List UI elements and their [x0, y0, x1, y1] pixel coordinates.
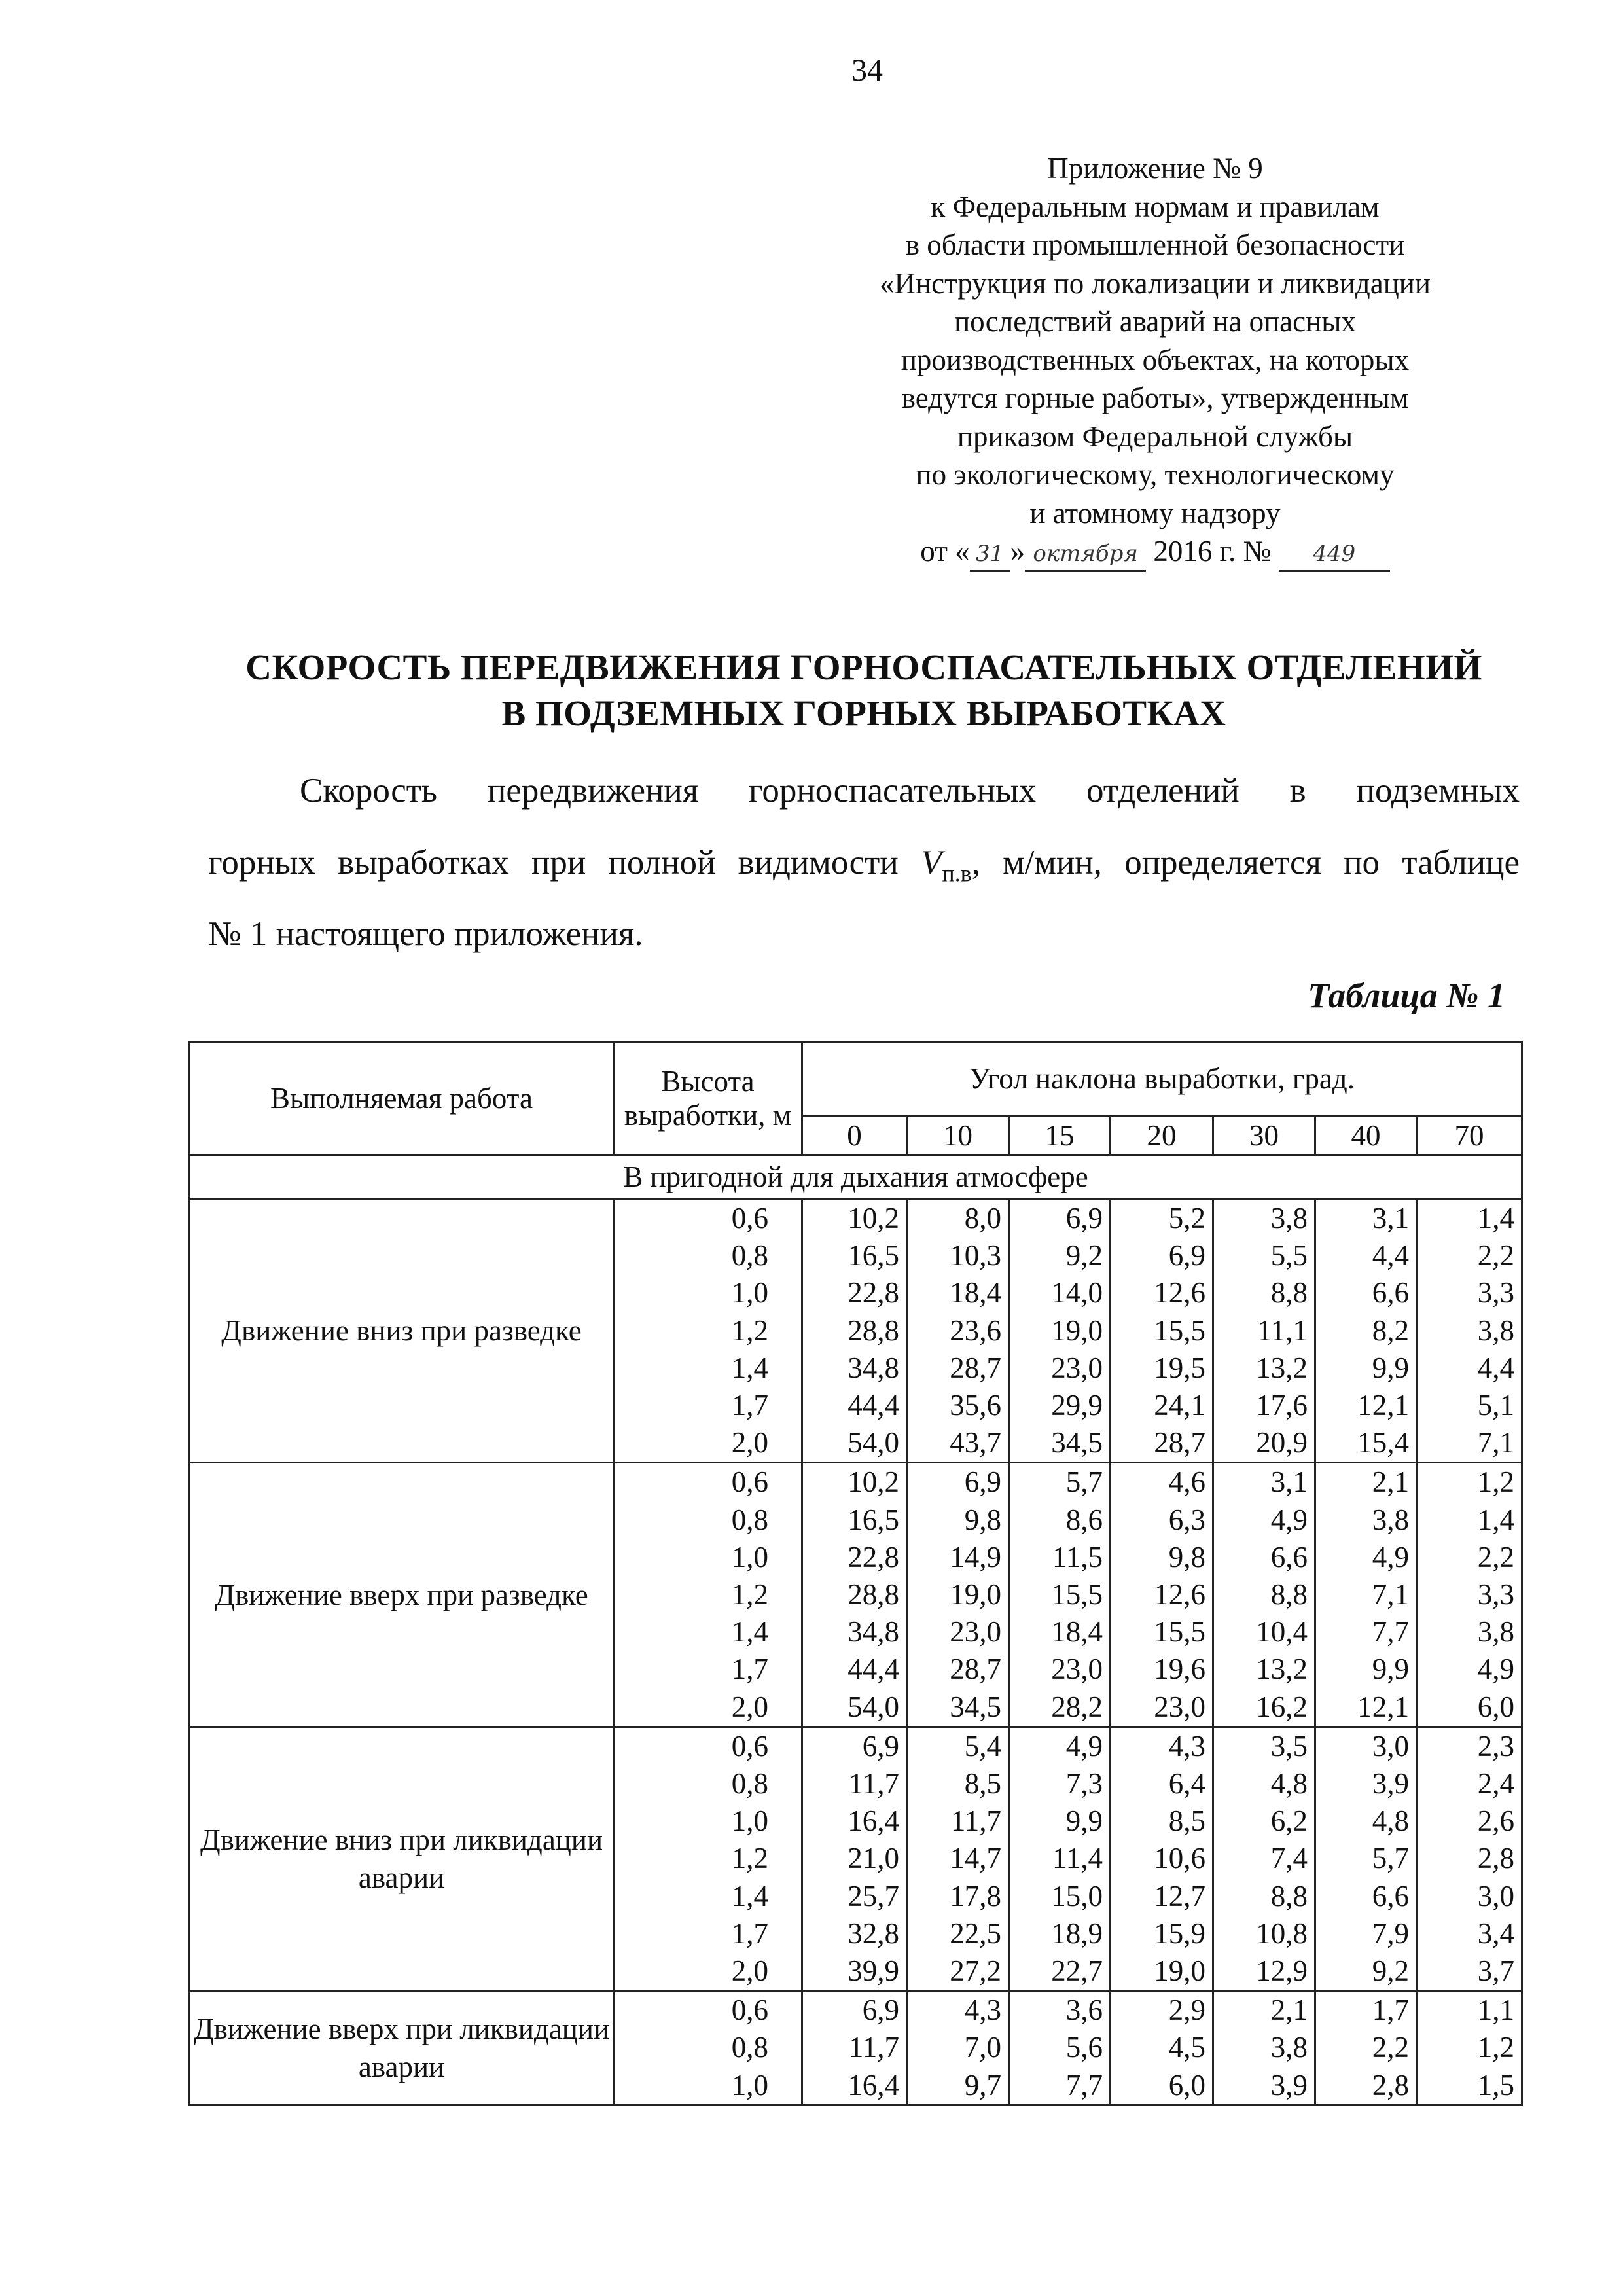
- height-cell: 0,6: [614, 1199, 802, 1238]
- speed-cell: 10,8: [1213, 1915, 1315, 1952]
- header-height: Высота выработки, м: [614, 1042, 802, 1155]
- document-title: [183, 645, 1544, 736]
- speed-cell: 12,9: [1213, 1952, 1315, 1991]
- speed-cell: 23,0: [1009, 1350, 1111, 1387]
- speed-cell: 17,6: [1213, 1387, 1315, 1424]
- speed-cell: 44,4: [802, 1387, 907, 1424]
- speed-cell: 12,1: [1315, 1387, 1417, 1424]
- speed-cell: 4,6: [1111, 1463, 1213, 1501]
- speed-cell: 22,8: [802, 1274, 907, 1312]
- speed-cell: 9,8: [907, 1501, 1009, 1539]
- annex-line: и атомному надзору: [1029, 496, 1281, 529]
- speed-cell: 39,9: [802, 1952, 907, 1991]
- header-angle-value: 40: [1315, 1116, 1417, 1155]
- speed-cell: 8,6: [1009, 1501, 1111, 1539]
- speed-cell: 54,0: [802, 1689, 907, 1727]
- speed-cell: 4,9: [1417, 1651, 1522, 1688]
- speed-cell: 6,6: [1315, 1274, 1417, 1312]
- page-number: 34: [851, 53, 883, 88]
- speed-cell: 3,1: [1213, 1463, 1315, 1501]
- speed-cell: 4,8: [1213, 1765, 1315, 1803]
- speed-cell: 3,4: [1417, 1915, 1522, 1952]
- work-type-cell: Движение вниз при ликвидации аварии: [190, 1727, 614, 1990]
- speed-cell: 11,7: [802, 1765, 907, 1803]
- speed-cell: 9,7: [907, 2067, 1009, 2106]
- speed-cell: 2,1: [1213, 1991, 1315, 2030]
- annex-line: «Инструкция по локализации и ликвидации: [880, 266, 1431, 300]
- speed-cell: 3,1: [1315, 1199, 1417, 1238]
- speed-cell: 23,0: [907, 1613, 1009, 1651]
- speed-cell: 3,6: [1009, 1991, 1111, 2030]
- date-prefix: от «: [920, 535, 970, 567]
- height-cell: 1,2: [614, 1576, 802, 1613]
- height-cell: 2,0: [614, 1689, 802, 1727]
- speed-cell: 5,2: [1111, 1199, 1213, 1238]
- date-mid: »: [1010, 535, 1026, 567]
- speed-cell: 2,9: [1111, 1991, 1213, 2030]
- speed-cell: 34,8: [802, 1350, 907, 1387]
- speed-cell: 1,1: [1417, 1991, 1522, 2030]
- height-cell: 1,0: [614, 2067, 802, 2106]
- speed-cell: 6,3: [1111, 1501, 1213, 1539]
- speed-cell: 18,9: [1009, 1915, 1111, 1952]
- speed-cell: 3,0: [1417, 1878, 1522, 1915]
- speed-cell: 5,4: [907, 1727, 1009, 1765]
- speed-cell: 16,5: [802, 1237, 907, 1274]
- speed-cell: 13,2: [1213, 1651, 1315, 1688]
- speed-cell: 3,8: [1417, 1613, 1522, 1651]
- speed-cell: 13,2: [1213, 1350, 1315, 1387]
- speed-cell: 3,9: [1213, 2067, 1315, 2106]
- speed-cell: 8,0: [907, 1199, 1009, 1238]
- speed-cell: 54,0: [802, 1424, 907, 1463]
- speed-cell: 6,9: [802, 1727, 907, 1765]
- speed-cell: 6,6: [1315, 1878, 1417, 1915]
- height-cell: 0,6: [614, 1463, 802, 1501]
- speed-cell: 9,2: [1009, 1237, 1111, 1274]
- speed-cell: 8,8: [1213, 1576, 1315, 1613]
- header-angle-value: 20: [1111, 1116, 1213, 1155]
- speed-cell: 23,0: [1009, 1651, 1111, 1688]
- speed-cell: 15,5: [1009, 1576, 1111, 1613]
- speed-cell: 8,2: [1315, 1312, 1417, 1350]
- header-work: Выполняемая работа: [190, 1042, 614, 1155]
- work-type-cell: Движение вверх при ликвидации аварии: [190, 1991, 614, 2106]
- speed-cell: 10,4: [1213, 1613, 1315, 1651]
- speed-cell: 2,2: [1315, 2029, 1417, 2066]
- speed-cell: 22,5: [907, 1915, 1009, 1952]
- annex-line: последствий аварий на опасных: [954, 305, 1356, 338]
- height-cell: 1,2: [614, 1840, 802, 1877]
- speed-cell: 8,5: [907, 1765, 1009, 1803]
- speed-cell: 2,4: [1417, 1765, 1522, 1803]
- speed-cell: 1,4: [1417, 1199, 1522, 1238]
- speed-cell: 12,6: [1111, 1576, 1213, 1613]
- height-cell: 1,7: [614, 1651, 802, 1688]
- speed-cell: 5,1: [1417, 1387, 1522, 1424]
- speed-cell: 8,8: [1213, 1878, 1315, 1915]
- speed-cell: 3,8: [1417, 1312, 1522, 1350]
- speed-cell: 3,5: [1213, 1727, 1315, 1765]
- speed-cell: 19,0: [907, 1576, 1009, 1613]
- speed-cell: 4,9: [1315, 1539, 1417, 1576]
- table-row: [190, 1199, 1522, 1238]
- handwritten-day: 31: [970, 537, 1010, 572]
- speed-cell: 16,5: [802, 1501, 907, 1539]
- speed-cell: 44,4: [802, 1651, 907, 1688]
- paragraph-line: № 1 настоящего приложения.: [208, 915, 643, 953]
- annex-line: Приложение № 9: [1047, 152, 1263, 185]
- annex-header: [818, 149, 1492, 572]
- speed-cell: 4,3: [907, 1991, 1009, 2030]
- speed-cell: 5,7: [1009, 1463, 1111, 1501]
- speed-cell: 28,7: [907, 1651, 1009, 1688]
- speed-cell: 1,2: [1417, 1463, 1522, 1501]
- height-cell: 1,7: [614, 1387, 802, 1424]
- height-cell: 1,4: [614, 1878, 802, 1915]
- height-cell: 1,2: [614, 1312, 802, 1350]
- speed-cell: 4,9: [1213, 1501, 1315, 1539]
- speed-cell: 19,0: [1009, 1312, 1111, 1350]
- speed-cell: 6,6: [1213, 1539, 1315, 1576]
- paragraph-text: , м/мин, определяется по таблице: [971, 844, 1520, 882]
- speed-cell: 24,1: [1111, 1387, 1213, 1424]
- speed-cell: 7,4: [1213, 1840, 1315, 1877]
- speed-cell: 18,4: [1009, 1613, 1111, 1651]
- speed-cell: 28,8: [802, 1312, 907, 1350]
- speed-cell: 4,9: [1009, 1727, 1111, 1765]
- height-cell: 1,0: [614, 1539, 802, 1576]
- speed-cell: 19,0: [1111, 1952, 1213, 1991]
- header-angle-value: 70: [1417, 1116, 1522, 1155]
- speed-cell: 28,2: [1009, 1689, 1111, 1727]
- speed-cell: 4,4: [1315, 1237, 1417, 1274]
- speed-cell: 6,9: [802, 1991, 907, 2030]
- header-angle-value: 10: [907, 1116, 1009, 1155]
- speed-cell: 18,4: [907, 1274, 1009, 1312]
- height-cell: 1,4: [614, 1350, 802, 1387]
- height-cell: 1,4: [614, 1613, 802, 1651]
- speed-cell: 1,2: [1417, 2029, 1522, 2066]
- order-date-line: [818, 532, 1492, 572]
- header-angle-value: 15: [1009, 1116, 1111, 1155]
- height-cell: 2,0: [614, 1952, 802, 1991]
- annex-line: ведутся горные работы», утвержденным: [901, 382, 1409, 414]
- speed-cell: 15,5: [1111, 1312, 1213, 1350]
- speed-cell: 6,4: [1111, 1765, 1213, 1803]
- annex-line: по экологическому, технологическому: [916, 458, 1395, 491]
- speed-cell: 7,0: [907, 2029, 1009, 2066]
- speed-cell: 9,9: [1315, 1651, 1417, 1688]
- speed-cell: 28,7: [1111, 1424, 1213, 1463]
- speed-cell: 20,9: [1213, 1424, 1315, 1463]
- speed-cell: 14,9: [907, 1539, 1009, 1576]
- annex-line: в области промышленной безопасности: [905, 228, 1405, 261]
- speed-cell: 9,9: [1315, 1350, 1417, 1387]
- speed-cell: 3,3: [1417, 1274, 1522, 1312]
- speed-cell: 2,8: [1315, 2067, 1417, 2106]
- section-label: В пригодной для дыхания атмосфере: [190, 1155, 1522, 1199]
- paragraph-text: горных выработках при полной видимости: [208, 844, 921, 882]
- speed-cell: 2,1: [1315, 1463, 1417, 1501]
- speed-cell: 7,7: [1315, 1613, 1417, 1651]
- table-row: [190, 1463, 1522, 1501]
- height-cell: 1,7: [614, 1915, 802, 1952]
- speed-cell: 29,9: [1009, 1387, 1111, 1424]
- height-cell: 1,0: [614, 1803, 802, 1840]
- velocity-symbol: V: [920, 844, 942, 882]
- speed-cell: 8,5: [1111, 1803, 1213, 1840]
- speed-cell: 9,8: [1111, 1539, 1213, 1576]
- speed-cell: 11,5: [1009, 1539, 1111, 1576]
- speed-cell: 3,0: [1315, 1727, 1417, 1765]
- speed-cell: 43,7: [907, 1424, 1009, 1463]
- speed-cell: 34,5: [1009, 1424, 1111, 1463]
- speed-cell: 1,7: [1315, 1991, 1417, 2030]
- speed-cell: 6,0: [1417, 1689, 1522, 1727]
- speed-cell: 11,1: [1213, 1312, 1315, 1350]
- speed-cell: 1,4: [1417, 1501, 1522, 1539]
- speed-cell: 35,6: [907, 1387, 1009, 1424]
- date-year: 2016 г. №: [1146, 535, 1279, 567]
- speed-cell: 4,3: [1111, 1727, 1213, 1765]
- speed-cell: 2,2: [1417, 1237, 1522, 1274]
- speed-cell: 1,5: [1417, 2067, 1522, 2106]
- speed-cell: 9,9: [1009, 1803, 1111, 1840]
- speed-cell: 32,8: [802, 1915, 907, 1952]
- speed-cell: 12,7: [1111, 1878, 1213, 1915]
- height-cell: 2,0: [614, 1424, 802, 1463]
- height-cell: 0,8: [614, 1501, 802, 1539]
- speed-table: [188, 1041, 1523, 2106]
- speed-cell: 7,1: [1315, 1576, 1417, 1613]
- speed-cell: 5,5: [1213, 1237, 1315, 1274]
- velocity-subscript: п.в: [942, 860, 972, 887]
- speed-cell: 28,8: [802, 1576, 907, 1613]
- speed-cell: 23,0: [1111, 1689, 1213, 1727]
- table-row: [190, 1727, 1522, 1765]
- speed-cell: 6,0: [1111, 2067, 1213, 2106]
- speed-cell: 2,2: [1417, 1539, 1522, 1576]
- speed-cell: 3,8: [1315, 1501, 1417, 1539]
- speed-cell: 7,1: [1417, 1424, 1522, 1463]
- speed-cell: 10,2: [802, 1463, 907, 1501]
- speed-cell: 15,9: [1111, 1915, 1213, 1952]
- title-line: В ПОДЗЕМНЫХ ГОРНЫХ ВЫРАБОТКАХ: [501, 693, 1226, 733]
- speed-cell: 7,9: [1315, 1915, 1417, 1952]
- speed-cell: 3,7: [1417, 1952, 1522, 1991]
- table-caption: Таблица № 1: [1308, 976, 1505, 1015]
- speed-cell: 7,3: [1009, 1765, 1111, 1803]
- speed-cell: 10,3: [907, 1237, 1009, 1274]
- speed-cell: 10,6: [1111, 1840, 1213, 1877]
- speed-cell: 23,6: [907, 1312, 1009, 1350]
- speed-cell: 14,0: [1009, 1274, 1111, 1312]
- paragraph-line: Скорость передвижения горноспасательных отделений в подземных: [300, 772, 1520, 810]
- handwritten-order-number: 449: [1279, 537, 1390, 572]
- speed-cell: 5,7: [1315, 1840, 1417, 1877]
- speed-cell: 3,9: [1315, 1765, 1417, 1803]
- speed-cell: 34,5: [907, 1689, 1009, 1727]
- height-cell: 0,8: [614, 1765, 802, 1803]
- speed-cell: 12,6: [1111, 1274, 1213, 1312]
- speed-cell: 15,5: [1111, 1613, 1213, 1651]
- speed-cell: 28,7: [907, 1350, 1009, 1387]
- annex-line: приказом Федеральной службы: [957, 420, 1353, 453]
- speed-cell: 4,8: [1315, 1803, 1417, 1840]
- speed-cell: 34,8: [802, 1613, 907, 1651]
- header-angle-value: 0: [802, 1116, 907, 1155]
- speed-cell: 12,1: [1315, 1689, 1417, 1727]
- speed-cell: 7,7: [1009, 2067, 1111, 2106]
- speed-cell: 19,6: [1111, 1651, 1213, 1688]
- speed-cell: 2,3: [1417, 1727, 1522, 1765]
- speed-cell: 15,0: [1009, 1878, 1111, 1915]
- annex-line: к Федеральным нормам и правилам: [931, 190, 1380, 223]
- speed-cell: 10,2: [802, 1199, 907, 1238]
- speed-cell: 21,0: [802, 1840, 907, 1877]
- speed-cell: 2,8: [1417, 1840, 1522, 1877]
- work-type-cell: Движение вниз при разведке: [190, 1199, 614, 1463]
- height-cell: 0,6: [614, 1727, 802, 1765]
- speed-cell: 17,8: [907, 1878, 1009, 1915]
- speed-cell: 19,5: [1111, 1350, 1213, 1387]
- speed-cell: 3,3: [1417, 1576, 1522, 1613]
- title-line: СКОРОСТЬ ПЕРЕДВИЖЕНИЯ ГОРНОСПАСАТЕЛЬНЫХ ОТДЕЛЕНИЙ: [245, 647, 1482, 687]
- speed-cell: 22,8: [802, 1539, 907, 1576]
- speed-cell: 25,7: [802, 1878, 907, 1915]
- paragraph-line: [208, 843, 1520, 893]
- speed-cell: 3,8: [1213, 2029, 1315, 2066]
- speed-cell: 11,7: [907, 1803, 1009, 1840]
- table-row: [190, 1991, 1522, 2030]
- speed-cell: 5,6: [1009, 2029, 1111, 2066]
- header-angle-value: 30: [1213, 1116, 1315, 1155]
- work-type-cell: Движение вверх при разведке: [190, 1463, 614, 1727]
- height-cell: 1,0: [614, 1274, 802, 1312]
- speed-cell: 4,5: [1111, 2029, 1213, 2066]
- speed-cell: 27,2: [907, 1952, 1009, 1991]
- speed-cell: 16,4: [802, 1803, 907, 1840]
- speed-cell: 14,7: [907, 1840, 1009, 1877]
- height-cell: 0,8: [614, 1237, 802, 1274]
- handwritten-month: октября: [1025, 537, 1146, 572]
- speed-cell: 11,7: [802, 2029, 907, 2066]
- height-cell: 0,8: [614, 2029, 802, 2066]
- height-cell: 0,6: [614, 1991, 802, 2030]
- speed-cell: 3,8: [1213, 1199, 1315, 1238]
- speed-cell: 16,4: [802, 2067, 907, 2106]
- speed-cell: 11,4: [1009, 1840, 1111, 1877]
- speed-cell: 8,8: [1213, 1274, 1315, 1312]
- annex-line: производственных объектах, на которых: [901, 343, 1410, 376]
- speed-cell: 2,6: [1417, 1803, 1522, 1840]
- speed-cell: 9,2: [1315, 1952, 1417, 1991]
- speed-cell: 6,9: [1111, 1237, 1213, 1274]
- speed-cell: 4,4: [1417, 1350, 1522, 1387]
- speed-cell: 6,9: [1009, 1199, 1111, 1238]
- speed-cell: 15,4: [1315, 1424, 1417, 1463]
- speed-cell: 16,2: [1213, 1689, 1315, 1727]
- speed-cell: 6,9: [907, 1463, 1009, 1501]
- speed-cell: 22,7: [1009, 1952, 1111, 1991]
- header-angle: Угол наклона выработки, град.: [802, 1042, 1522, 1116]
- speed-cell: 6,2: [1213, 1803, 1315, 1840]
